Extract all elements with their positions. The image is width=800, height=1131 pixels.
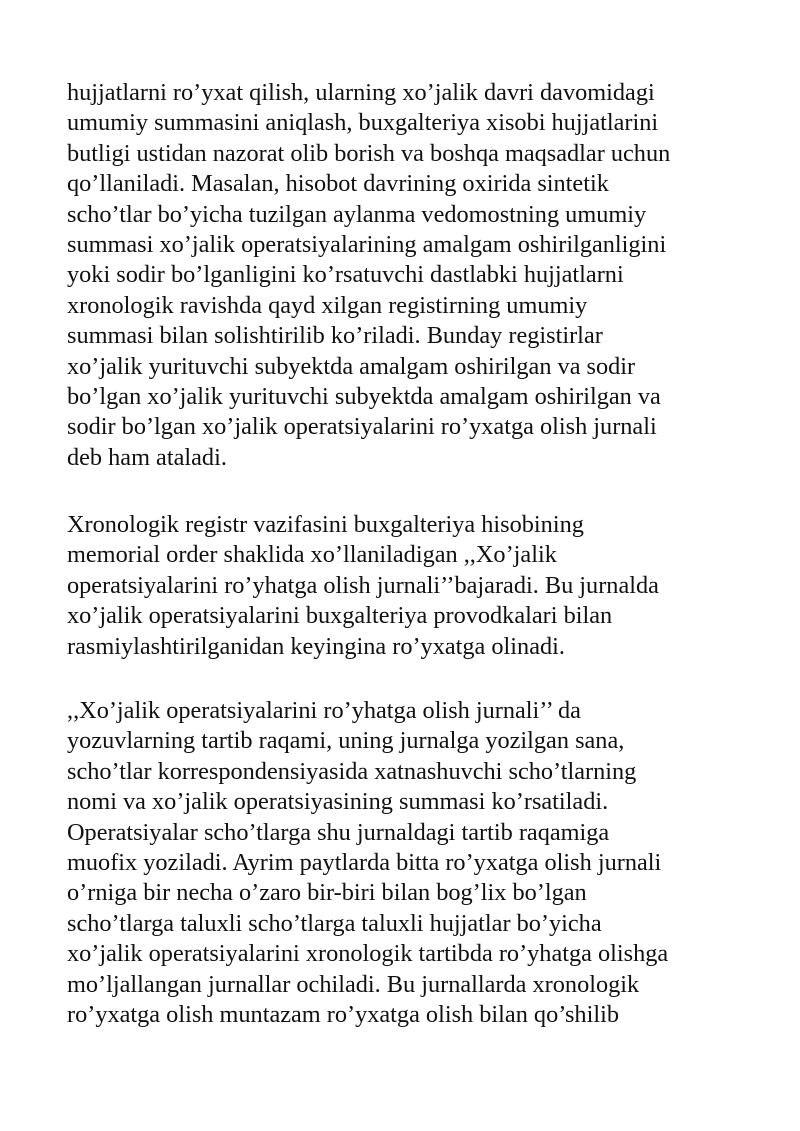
text-line: xo’jalik operatsiyalarini xronologik tartibda ro’yhatga olishga xyxy=(67,940,669,968)
text-line: umumiy summasini aniqlash, buxgalteriya xisobi hujjatlarini xyxy=(67,109,659,137)
paragraph-2 xyxy=(67,510,767,662)
text-line: sodir bo’lgan xo’jalik operatsiyalarini ro’yxatga olish jurnali xyxy=(67,413,657,441)
text-line: yozuvlarning tartib raqami, uning jurnalga yozilgan sana, xyxy=(67,727,625,755)
text-line: xo’jalik yurituvchi subyektda amalgam oshirilgan va sodir xyxy=(67,352,636,380)
text-line: rasmiylashtirilganidan keyingina ro’yxatga olinadi. xyxy=(67,632,565,660)
text-line: summasi xo’jalik operatsiyalarining amalgam oshirilganligini xyxy=(67,231,667,259)
text-line: bo’lgan xo’jalik yurituvchi subyektda amalgam oshirilgan va xyxy=(67,383,661,411)
text-line: Xronologik registr vazifasini buxgalteriya hisobining xyxy=(67,511,584,538)
text-line: qo’llaniladi. Masalan, hisobot davrining oxirida sintetik xyxy=(67,170,609,198)
text-line: operatsiyalarini ro’yhatga olish jurnali’’bajaradi. Bu jurnalda xyxy=(67,571,659,599)
text-line: Operatsiyalar scho’tlarga shu jurnaldagi tartib raqamiga xyxy=(67,818,610,846)
text-line: yoki sodir bo’lganligini ko’rsatuvchi dastlabki hujjatlarni xyxy=(67,261,624,289)
text-line: scho’tlar korrespondensiyasida xatnashuvchi scho’tlarning xyxy=(67,757,637,785)
paragraph-3 xyxy=(67,696,767,1030)
text-line: summasi bilan solishtirilib ko’riladi. Bunday registirlar xyxy=(67,322,603,350)
text-line: xo’jalik operatsiyalarini buxgalteriya provodkalari bilan xyxy=(67,602,613,630)
text-line: o’rniga bir necha o’zaro bir-biri bilan bog’lix bo’lgan xyxy=(67,879,587,907)
text-line: scho’tlar bo’yicha tuzilgan aylanma vedomostning umumiy xyxy=(67,200,647,228)
text-line: muofix yoziladi. Ayrim paytlarda bitta ro’yxatga olish jurnali xyxy=(67,849,662,877)
text-line: hujjatlarni ro’yxat qilish, ularning xo’jalik davri davomidagi xyxy=(67,79,655,106)
text-line: xronologik ravishda qayd xilgan registirning umumiy xyxy=(67,291,588,319)
text-line: nomi va xo’jalik operatsiyasining summasi ko’rsatiladi. xyxy=(67,788,609,816)
text-line: scho’tlarga taluxli scho’tlarga taluxli hujjatlar bo’yicha xyxy=(67,909,602,937)
text-line: ro’yxatga olish muntazam ro’yxatga olish bilan qo’shilib xyxy=(67,1001,619,1029)
text-line: mo’ljallangan jurnallar ochiladi. Bu jurnallarda xronologik xyxy=(67,970,640,998)
text-line: deb ham ataladi. xyxy=(67,443,227,471)
text-line: ,,Xo’jalik operatsiyalarini ro’yhatga olish jurnali’’ da xyxy=(67,697,581,724)
text-line: butligi ustidan nazorat olib borish va boshqa maqsadlar uchun xyxy=(67,139,671,167)
text-line: memorial order shaklida xo’llaniladigan ,,Xo’jalik xyxy=(67,541,557,569)
paragraph-1 xyxy=(67,78,767,473)
